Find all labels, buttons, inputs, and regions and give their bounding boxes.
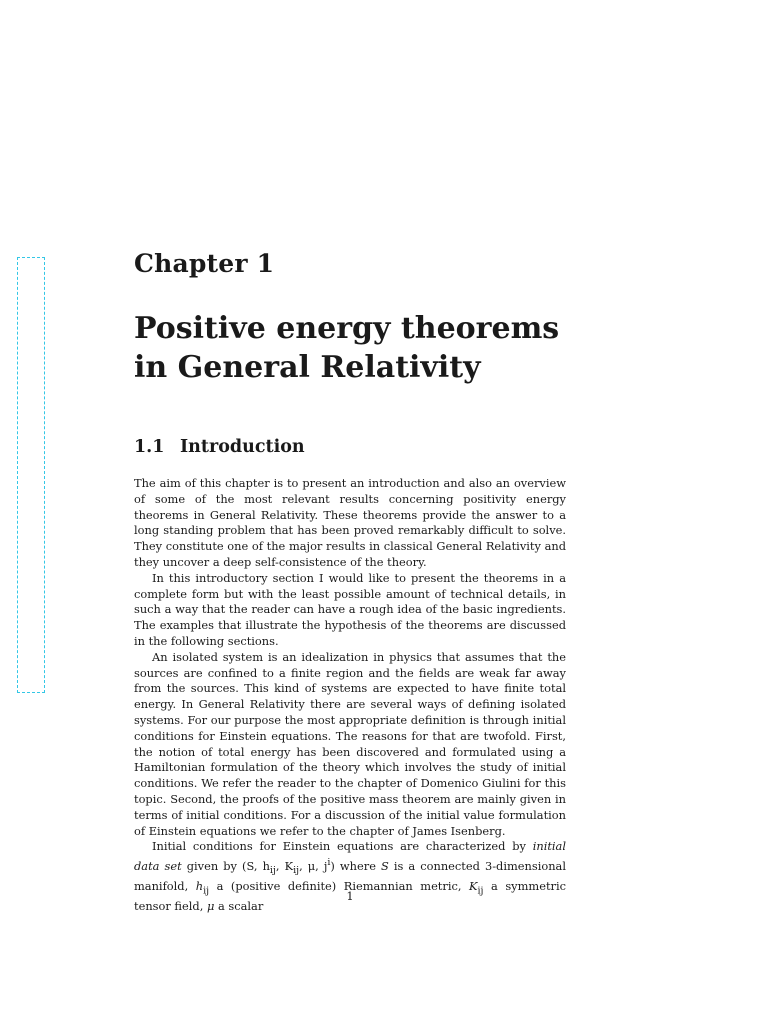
chapter-label: Chapter 1 (134, 249, 275, 278)
body-text (134, 476, 566, 915)
emphasis-term: initial data set (134, 839, 566, 873)
section-number: 1.1 (134, 437, 165, 457)
page-number: 1 (346, 889, 354, 903)
margin-frame (17, 257, 45, 693)
paragraph: The aim of this chapter is to present an introduction and also an overview of some of the most relevant results concerning positivity energy theorems in General Relativity. These theorems provide the answer to a long standing problem that has been proved remarkably difficult to solve. They constitute one of the major results in classical General Relativity and they uncover a deep self-consistence of the theory. (134, 476, 566, 569)
paragraph: Initial conditions for Einstein equations are characterized by initial data set given by (S, $h_{ij}$, $K_{ij}$, μ, $j^i$) where S is a connected 3-dimensional manifold, $h_{ij}$ a (positive definite) Riemannian metric, $K_{ij}$ a symmetric tensor field, μ a scalar (134, 839, 566, 914)
chapter-title: Positive energy theorems in General Relativity (134, 311, 560, 385)
paragraph: An isolated system is an idealization in physics that assumes that the sources are confined to a finite region and the fields are weak far away from the sources. This kind of systems are expected to have finite total energy. In General Relativity there are several ways of defining isolated systems. For our purpose the most appropriate definition is through initial conditions for Einstein equations. The reasons for that are twofold. First, the notion of total energy has been discovered and formulated using a Hamiltonian formulation of the theory which involves the study of initial conditions. We refer the reader to the chapter of Domenico Giulini for this topic. Second, the proofs of the positive mass theorem are mainly given in terms of initial conditions. For a discussion of the initial value formulation of Einstein equations we refer to the chapter of James Isenberg. (134, 649, 566, 838)
section-title: Introduction (180, 437, 305, 457)
paragraph: In this introductory section I would like to present the theorems in a complete form but with the least possible amount of technical details, in such a way that the reader can have a rough idea of the basic ingredients. The examples that illustrate the hypothesis of the theorems are discussed in the following sections. (134, 570, 566, 648)
section-heading (134, 437, 305, 457)
